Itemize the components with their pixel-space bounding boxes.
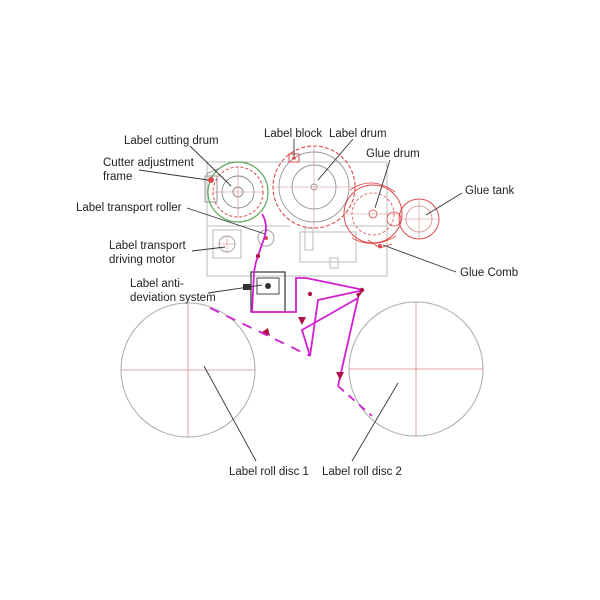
glue-comb-label: Glue Comb — [460, 267, 519, 279]
label-roll-disc-1-label: Label roll disc 1 — [229, 466, 309, 478]
label-transport-driving-motor — [219, 236, 235, 252]
label-cutting-drum-label: Label cutting drum — [124, 135, 219, 147]
glue-drum-label: Glue drum — [366, 148, 420, 160]
label-transport-driving-motor-label-line1: Label transport — [109, 240, 186, 252]
machine-frame — [207, 162, 387, 276]
cutter-adjustment-frame-label-line2: frame — [103, 171, 133, 183]
label-drum — [273, 146, 355, 228]
label-path-arrows — [256, 254, 364, 380]
glue-drum — [344, 183, 402, 244]
label-anti-deviation-system-label-line1: Label anti- — [130, 278, 184, 290]
glue-tank-label: Glue tank — [465, 185, 515, 197]
label-drum-label: Label drum — [329, 128, 387, 140]
label-anti-deviation-system — [243, 272, 285, 312]
label-transport-roller-label: Label transport roller — [76, 202, 182, 214]
label-roll-disc-2-label: Label roll disc 2 — [322, 466, 402, 478]
label-anti-deviation-system-label-line2: deviation system — [130, 292, 216, 304]
label-block-label: Label block — [264, 128, 323, 140]
cutter-adjustment-frame-label-line1: Cutter adjustment — [103, 157, 194, 169]
label-roll-disc-1 — [121, 303, 255, 437]
label-transport-driving-motor-label-line2: driving motor — [109, 254, 176, 266]
label-roll-disc-2 — [349, 302, 483, 436]
